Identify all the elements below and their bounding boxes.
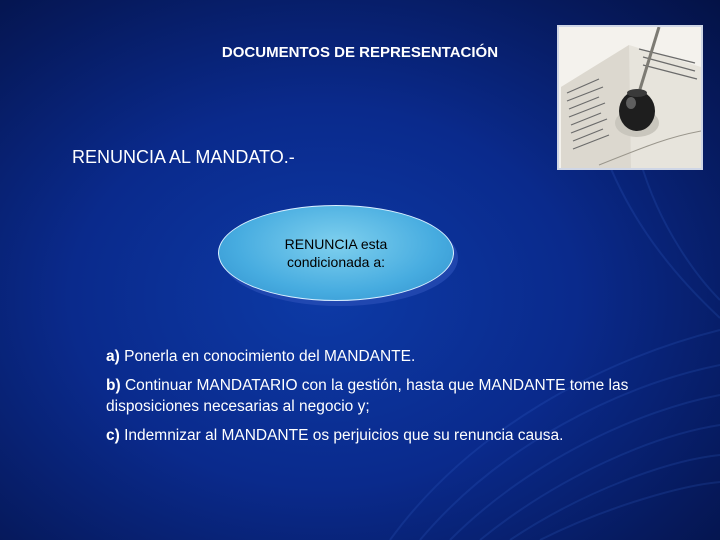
- condition-ellipse: [218, 205, 454, 301]
- item-text: Indemnizar al MANDANTE os perjuicios que su renuncia causa.: [124, 427, 564, 444]
- item-label: b): [106, 377, 121, 394]
- item-label: c): [106, 427, 120, 444]
- list-item: [106, 375, 666, 417]
- slide-title: DOCUMENTOS DE REPRESENTACIÓN: [221, 44, 499, 61]
- list-item: [106, 346, 666, 367]
- list-item: [106, 425, 666, 446]
- conditions-list: [106, 346, 666, 454]
- book-and-inkwell-icon: [557, 25, 703, 170]
- item-label: a): [106, 348, 120, 365]
- ellipse-label: RENUNCIA esta condicionada a:: [284, 236, 388, 270]
- slide-subtitle: RENUNCIA AL MANDATO.-: [72, 147, 295, 167]
- item-text: Ponerla en conocimiento del MANDANTE.: [124, 348, 416, 365]
- item-text: Continuar MANDATARIO con la gestión, hasta que MANDANTE tome las disposiciones necesarias al negocio y;: [106, 377, 629, 415]
